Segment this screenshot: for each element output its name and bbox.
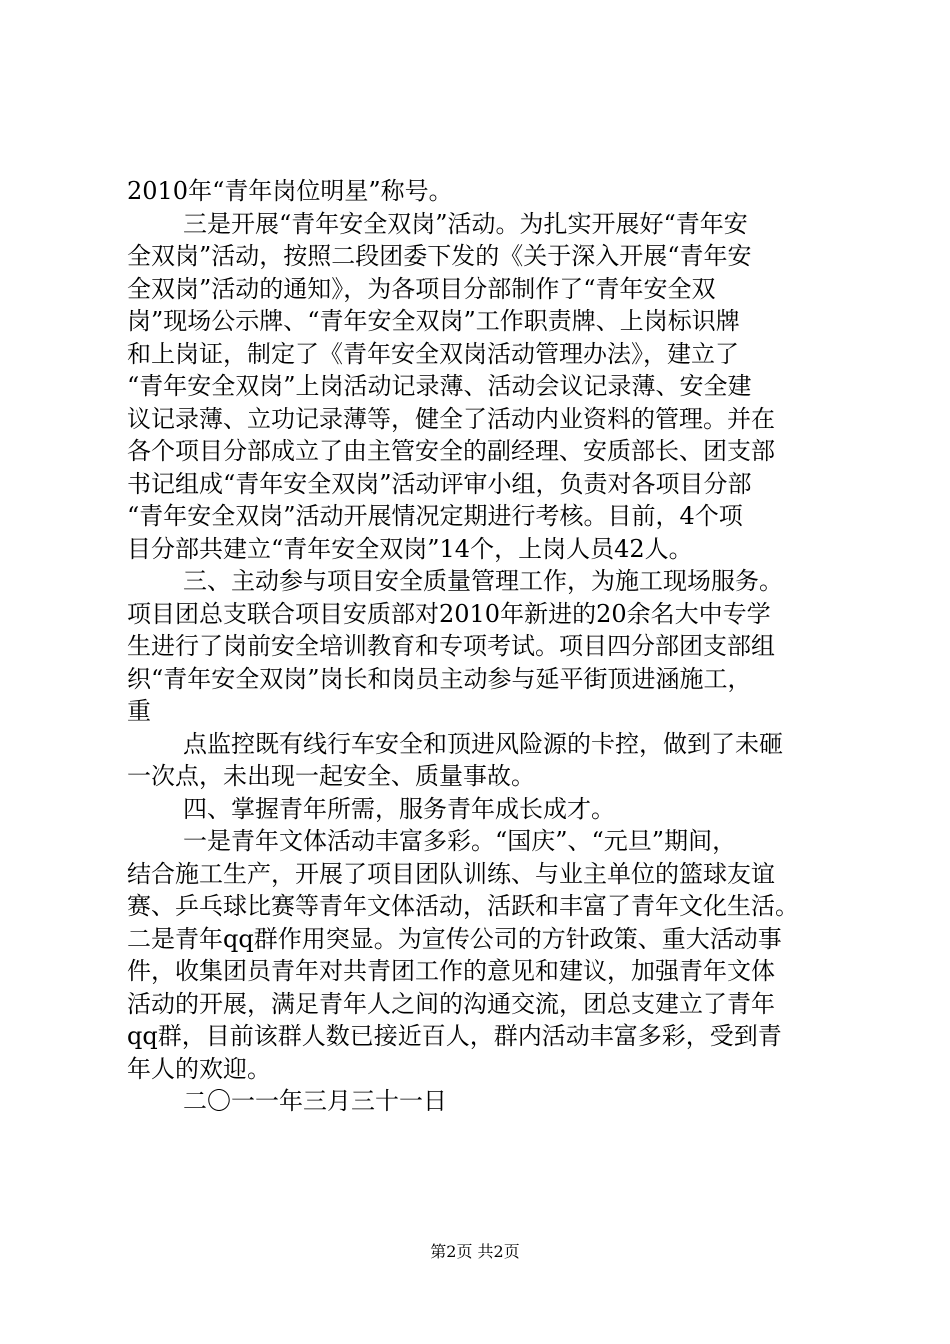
text-line: qq群，目前该群人数已接近百人，群内活动丰富多彩，受到青 bbox=[127, 1022, 782, 1050]
text-line: 三是开展“青年安全双岗”活动。为扎实开展好“青年安 bbox=[183, 209, 748, 238]
document-date: 二〇一一年三月三十一日 bbox=[183, 1087, 447, 1115]
text-line: 二是青年qq群作用突显。为宣传公司的方针政策、重大活动事 bbox=[127, 924, 782, 953]
text-line: 和上岗证，制定了《青年安全双岗活动管理办法》，建立了 bbox=[127, 339, 739, 368]
text-line: “青年安全双岗”活动开展情况定期进行考核。目前，4个项 bbox=[127, 502, 743, 530]
text-line: 三、主动参与项目安全质量管理工作，为施工现场服务。 bbox=[183, 567, 783, 595]
text-line: 件，收集团员青年对共青团工作的意见和建议，加强青年文体 bbox=[127, 957, 775, 985]
text-line: 织“青年安全双岗”岗长和岗员主动参与延平街顶进涵施工， bbox=[127, 664, 752, 693]
text-line: 目分部共建立“青年安全双岗”14个，上岗人员42人。 bbox=[127, 534, 693, 563]
text-line: 全双岗”活动，按照二段团委下发的《关于深入开展“青年安 bbox=[127, 242, 752, 270]
text-line: 结合施工生产，开展了项目团队训练、与业主单位的篮球友谊 bbox=[127, 859, 775, 888]
text-line: “青年安全双岗”上岗活动记录薄、活动会议记录薄、安全建 bbox=[127, 372, 752, 400]
text-line: 2010年“青年岗位明星”称号。 bbox=[127, 177, 453, 205]
text-line: 议记录薄、立功记录薄等，健全了活动内业资料的管理。并在 bbox=[127, 404, 775, 433]
text-line: 一是青年文体活动丰富多彩。“国庆”、“元旦”期间， bbox=[183, 827, 737, 855]
text-line: 点监控既有线行车安全和顶进风险源的卡控，做到了未砸 bbox=[183, 729, 783, 758]
text-line: 一次点，未出现一起安全、质量事故。 bbox=[127, 762, 535, 790]
text-line: 四、掌握青年所需，服务青年成长成才。 bbox=[183, 794, 615, 823]
text-line: 项目团总支联合项目安质部对2010年新进的20余名大中专学 bbox=[127, 599, 771, 628]
text-line: 年人的欢迎。 bbox=[127, 1054, 271, 1083]
text-line: 书记组成“青年安全双岗”活动评审小组，负责对各项目分部 bbox=[127, 469, 752, 498]
page-number-footer: 第2页 共2页 bbox=[430, 1242, 520, 1261]
text-line: 活动的开展，满足青年人之间的沟通交流，团总支建立了青年 bbox=[127, 989, 775, 1018]
text-line: 生进行了岗前安全培训教育和专项考试。项目四分部团支部组 bbox=[127, 632, 775, 660]
text-line: 重 bbox=[127, 697, 151, 725]
text-line: 各个项目分部成立了由主管安全的副经理、安质部长、团支部 bbox=[127, 437, 775, 465]
text-line: 全双岗”活动的通知》，为各项目分部制作了“青年安全双 bbox=[127, 274, 716, 303]
text-line: 岗”现场公示牌、“青年安全双岗”工作职责牌、上岗标识牌 bbox=[127, 307, 740, 335]
document-body bbox=[127, 175, 847, 1118]
text-line: 赛、乒乓球比赛等青年文体活动，活跃和丰富了青年文化生活。 bbox=[127, 892, 799, 920]
